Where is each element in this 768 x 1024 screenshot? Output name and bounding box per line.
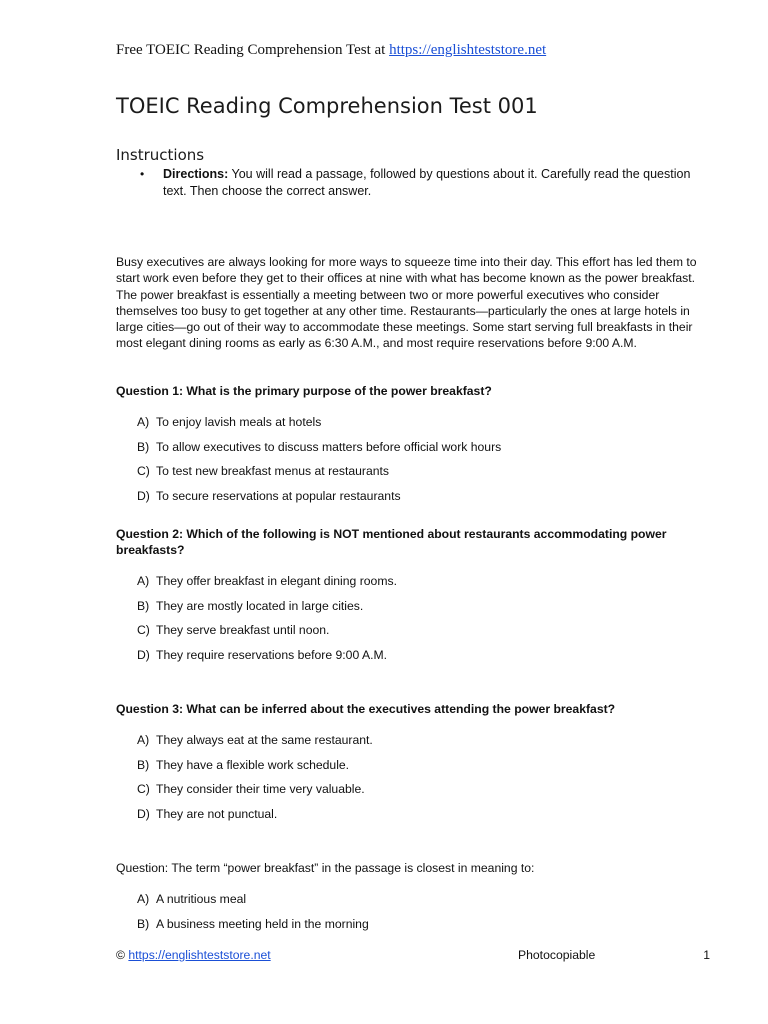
question-3: Question 3: What can be inferred about the executives attending the power breakfast? <box>116 702 616 716</box>
question-3-options <box>137 732 697 830</box>
option-2d[interactable] <box>137 647 697 672</box>
directions-item <box>140 166 710 199</box>
option-2b[interactable] <box>137 598 697 623</box>
option-1b[interactable] <box>137 439 697 464</box>
option-letter: A) <box>137 574 150 588</box>
question-4-options <box>137 891 697 940</box>
option-2c[interactable] <box>137 622 697 647</box>
question-1-options <box>137 414 697 512</box>
page-header <box>116 42 546 59</box>
option-letter: D) <box>137 488 150 503</box>
option-letter: B) <box>137 598 150 613</box>
option-letter: D) <box>137 806 150 821</box>
directions-body: You will read a passage, followed by questions about it. Carefully read the question text. Then choose the correct answer. <box>163 167 691 198</box>
option-letter: A) <box>137 892 150 906</box>
option-2a[interactable] <box>137 573 697 598</box>
option-4b[interactable] <box>137 916 697 941</box>
footer-copyright <box>116 948 271 962</box>
option-letter: D) <box>137 647 150 662</box>
option-3c[interactable] <box>137 781 697 806</box>
option-text: They offer breakfast in elegant dining rooms. <box>156 574 397 588</box>
option-1a[interactable] <box>137 414 697 439</box>
option-letter: B) <box>137 916 150 931</box>
option-1c[interactable] <box>137 463 697 488</box>
option-text: To test new breakfast menus at restaurants <box>156 464 390 478</box>
option-text: To allow executives to discuss matters before official work hours <box>156 439 502 454</box>
option-1d[interactable] <box>137 488 697 513</box>
footer-link[interactable]: https://englishteststore.net <box>128 948 271 962</box>
instructions-heading: Instructions <box>116 146 205 164</box>
option-3d[interactable] <box>137 806 697 831</box>
question-2-options <box>137 573 697 671</box>
question-1: Question 1: What is the primary purpose of the power breakfast? <box>116 384 492 398</box>
option-letter: A) <box>137 733 150 747</box>
directions-label: Directions: <box>163 167 229 181</box>
option-letter: A) <box>137 415 150 429</box>
page-title: TOEIC Reading Comprehension Test 001 <box>116 94 538 118</box>
option-text: They have a flexible work schedule. <box>156 757 350 772</box>
option-text: They serve breakfast until noon. <box>156 623 330 637</box>
option-text: To secure reservations at popular restaurants <box>156 488 401 503</box>
option-text: They are mostly located in large cities. <box>156 598 364 613</box>
option-letter: C) <box>137 464 150 478</box>
option-text: To enjoy lavish meals at hotels <box>156 415 322 429</box>
option-text: A business meeting held in the morning <box>156 916 369 931</box>
header-link[interactable]: https://englishteststore.net <box>389 42 547 58</box>
option-text: A nutritious meal <box>156 892 247 906</box>
header-prefix: Free TOEIC Reading Comprehension Test at <box>116 42 390 58</box>
copyright-symbol: © <box>116 948 129 962</box>
reading-passage: Busy executives are always looking for more ways to squeeze time into their day. This effort has led them to start work even before they get to their offices at nine with what has become known as the power breakfast. The power breakfast is essentially a meeting between two or more powerful executives who consider themselves too busy to get together at any other time. Restaurants—particularly the ones at large hotels in large cities—go out of their way to accommodate these meetings. Some start serving full breakfasts in their most elegant dining rooms as early as 6:30 A.M., and most require reservations before 9:00 A.M. <box>116 255 697 351</box>
directions-text <box>163 166 710 199</box>
option-letter: B) <box>137 439 150 454</box>
page-number: 1 <box>703 948 710 962</box>
page-footer <box>116 948 710 966</box>
footer-photocopiable: Photocopiable <box>518 948 596 962</box>
option-text: They consider their time very valuable. <box>156 782 365 796</box>
question-4: Question: The term “power breakfast” in the passage is closest in meaning to: <box>116 861 535 875</box>
bullet-icon: • <box>140 167 145 181</box>
option-text: They require reservations before 9:00 A.M. <box>156 647 388 662</box>
option-letter: B) <box>137 757 150 772</box>
option-letter: C) <box>137 623 150 637</box>
option-3b[interactable] <box>137 757 697 782</box>
option-3a[interactable] <box>137 732 697 757</box>
option-text: They are not punctual. <box>156 806 278 821</box>
option-letter: C) <box>137 782 150 796</box>
option-text: They always eat at the same restaurant. <box>156 733 373 747</box>
question-2: Question 2: Which of the following is NOT mentioned about restaurants accommodating power breakfasts? <box>116 527 667 558</box>
option-4a[interactable] <box>137 891 697 916</box>
